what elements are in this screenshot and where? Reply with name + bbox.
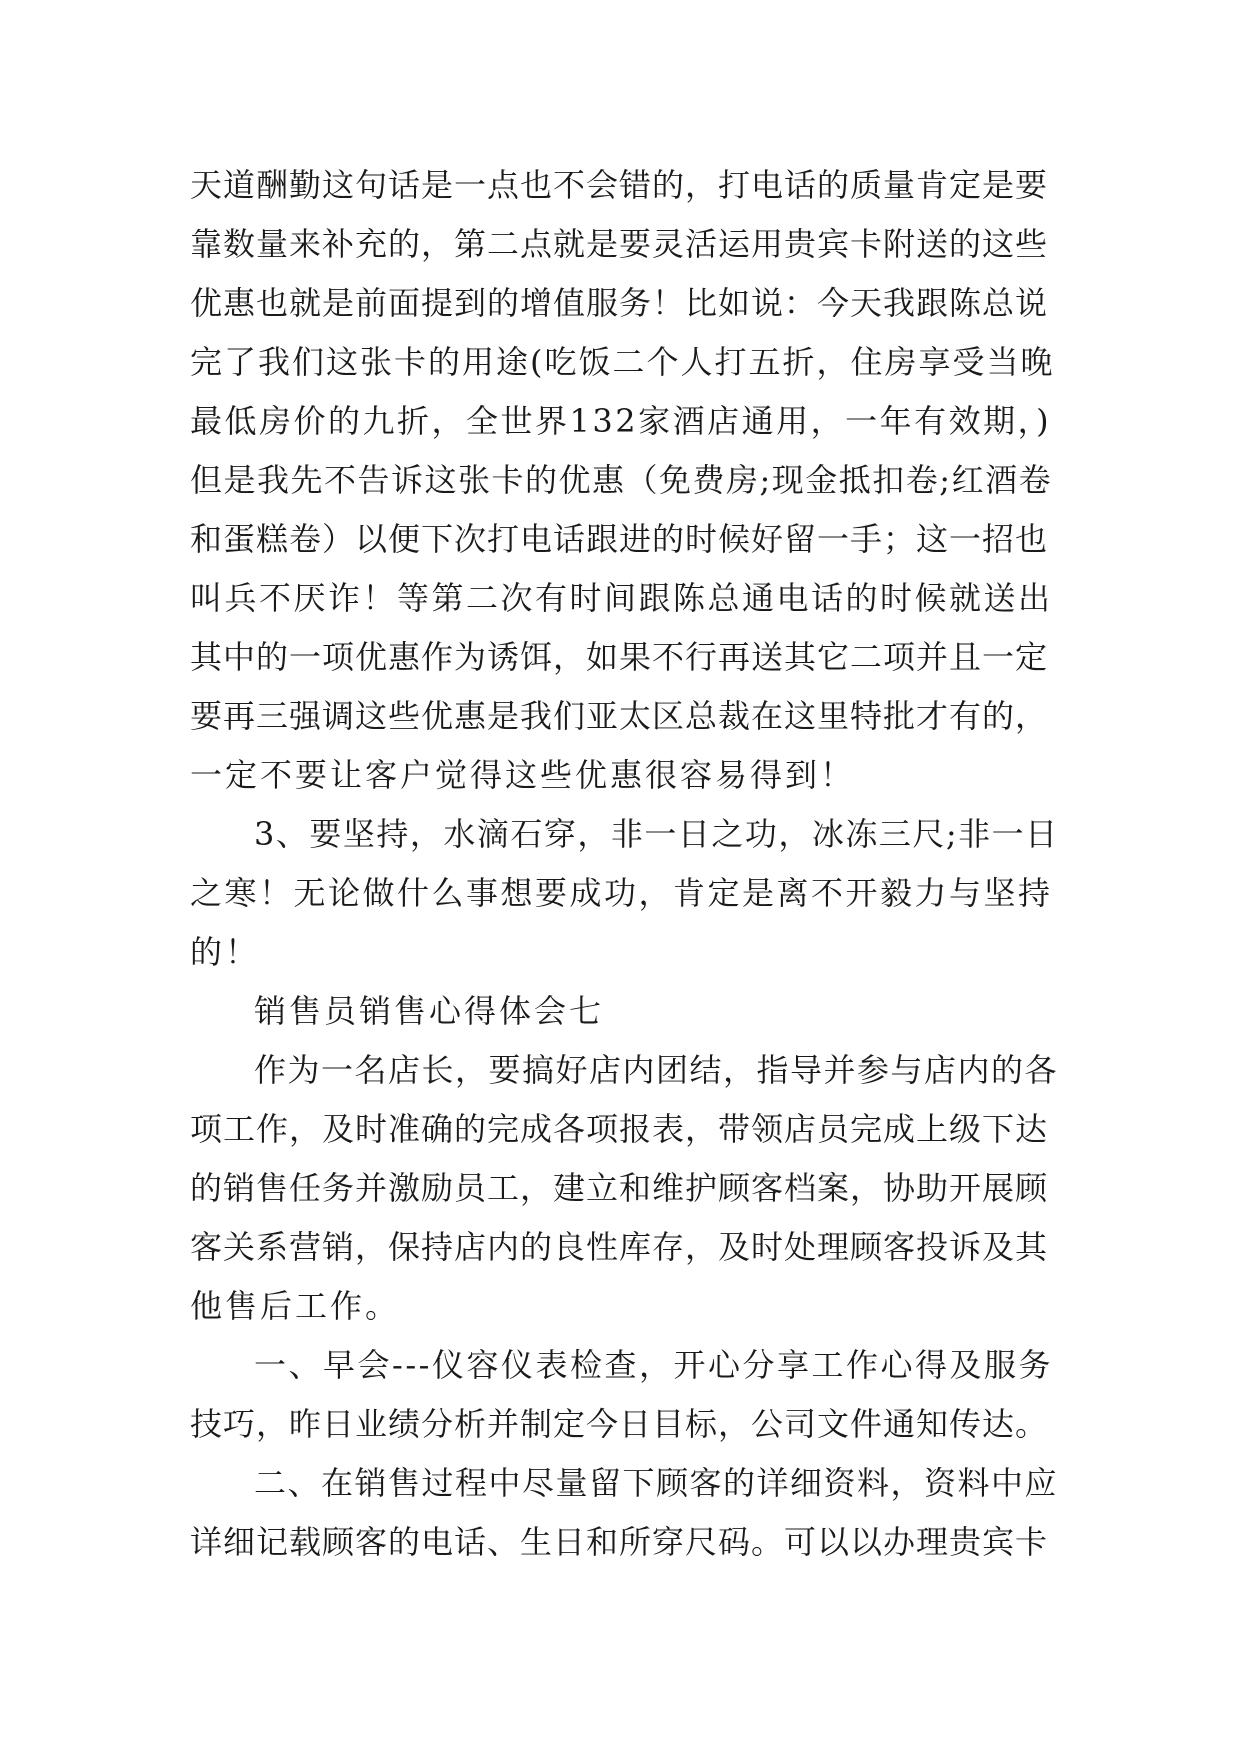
text-line: 他售后工作。 xyxy=(190,1287,401,1325)
text-line: 作为一名店长，要搞好店内团结，指导并参与店内的各 xyxy=(254,1051,1059,1089)
text-line: 二、在销售过程中尽量留下顾客的详细资料，资料中应 xyxy=(254,1464,1059,1502)
text-line: 靠数量来补充的，第二点就是要灵活运用贵宾卡附送的这些 xyxy=(190,225,1049,263)
text-line: 之寒！无论做什么事想要成功，肯定是离不开毅力与坚持 xyxy=(190,874,1053,912)
document-body xyxy=(190,156,1060,1572)
text-line: 天道酬勤这句话是一点也不会错的，打电话的质量肯定是要 xyxy=(190,166,1049,204)
text-line: 详细记载顾客的电话、生日和所穿尺码。可以以办理贵宾卡 xyxy=(190,1523,1049,1561)
text-line: 优惠也就是前面提到的增值服务！比如说：今天我跟陈总说 xyxy=(190,284,1049,322)
text-line: 要再三强调这些优惠是我们亚太区总裁在这里特批才有的， xyxy=(190,697,1049,735)
text-line: 的！ xyxy=(190,933,261,971)
text-line: 完了我们这张卡的用途(吃饭二个人打五折，住房享受当晚 xyxy=(190,343,1055,381)
text-line: 客关系营销，保持店内的良性库存，及时处理顾客投诉及其 xyxy=(190,1228,1049,1266)
text-line: 但是我先不告诉这张卡的优惠（免费房;现金抵扣卷;红酒卷 xyxy=(190,461,1053,499)
text-line: 叫兵不厌诈！等第二次有时间跟陈总通电话的时候就送出 xyxy=(190,579,1053,617)
text-line: 和蛋糕卷）以便下次打电话跟进的时候好留一手；这一招也 xyxy=(190,520,1049,558)
text-line: 一定不要让客户觉得这些优惠很容易得到！ xyxy=(190,756,856,794)
text-line: 一、早会---仪容仪表检查，开心分享工作心得及服务 xyxy=(254,1346,1053,1384)
text-line: 其中的一项优惠作为诱饵，如果不行再送其它二项并且一定 xyxy=(190,638,1049,676)
text-line: 3、要坚持，水滴石穿，非一日之功，冰冻三尺;非一日 xyxy=(254,815,1059,853)
text-line: 项工作，及时准确的完成各项报表，带领店员完成上级下达 xyxy=(190,1110,1049,1148)
text-line: 技巧，昨日业绩分析并制定今日目标，公司文件通知传达。 xyxy=(190,1405,1049,1443)
text-line: 的销售任务并激励员工，建立和维护顾客档案，协助开展顾 xyxy=(190,1169,1049,1207)
text-line: 最低房价的九折，全世界132家酒店通用，一年有效期，) xyxy=(190,402,1052,440)
text-line: 销售员销售心得体会七 xyxy=(254,992,605,1030)
